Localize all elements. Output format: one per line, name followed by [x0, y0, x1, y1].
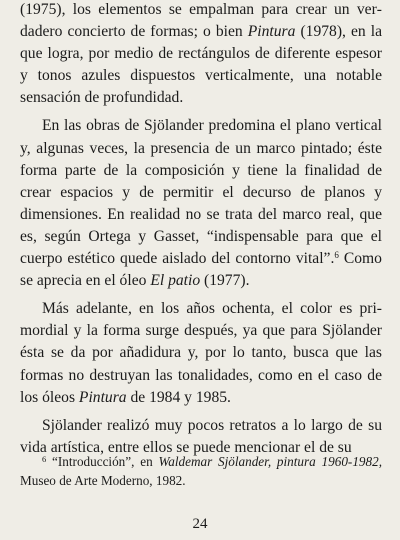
paragraph-1-text-a: (1975), los elementos se empalman para crear un verdadero concierto de formas; o bien	[20, 1, 382, 41]
paragraph-2	[20, 115, 382, 292]
footnote-text-c: Museo de Arte Moderno, 1982.	[20, 473, 186, 488]
paragraph-2-text-d: (1977).	[200, 272, 250, 290]
footnote-book-title: Waldemar Sjölander, pintura 1960-1982,	[158, 454, 382, 469]
paragraph-3-text-a: Más adelante, en los años ochenta, el color es primordial y la forma surge después, ya que para Sjölander ésta se da por añadidura y, por lo tanto, busca que las formas no destruyan las tonalidades, como en el caso de los óleos	[20, 300, 382, 406]
paragraph-3-text-c: de 1984 y 1985.	[126, 388, 231, 406]
paragraph-2-text-b: Como se aprecia en el óleo	[20, 250, 382, 290]
paragraph-4-text-a: Sjölander realizó muy pocos retratos a lo largo de su vida artística, entre ellos se puede mencionar el de su	[20, 416, 382, 456]
footnote	[20, 452, 382, 490]
paragraph-3	[20, 298, 382, 408]
footnote-reference-6: 6	[334, 250, 339, 261]
body-text	[20, 0, 382, 459]
artwork-title-pintura-1978: Pintura	[247, 23, 296, 41]
artwork-title-pintura-1984-1985: Pintura	[78, 388, 127, 406]
paragraph-1-text-c: (1978), en la que logra, por medio de rectángulos de diferente espesor y tonos azules dispuestos verticalmente, una notable sensación de profundidad.	[20, 23, 383, 107]
paragraph-2-text-a: En las obras de Sjölander predomina el plano vertical y, algunas veces, la presencia de un marco pintado; éste forma parte de la composición y tiene la finalidad de crear espacios y de permitir el decurso de planos y dimensiones. En realidad no se trata del marco real, que es, según Ortega y Gasset, “indispensable para que el cuerpo estético quede aislado del contorno vital”.	[20, 117, 382, 268]
artwork-title-el-patio: El patio	[150, 272, 201, 290]
paragraph-1	[20, 0, 382, 109]
footnote-number: 6	[42, 454, 47, 464]
footnote-text-a: “Introducción”, en	[46, 454, 159, 469]
page-number: 24	[192, 516, 208, 532]
